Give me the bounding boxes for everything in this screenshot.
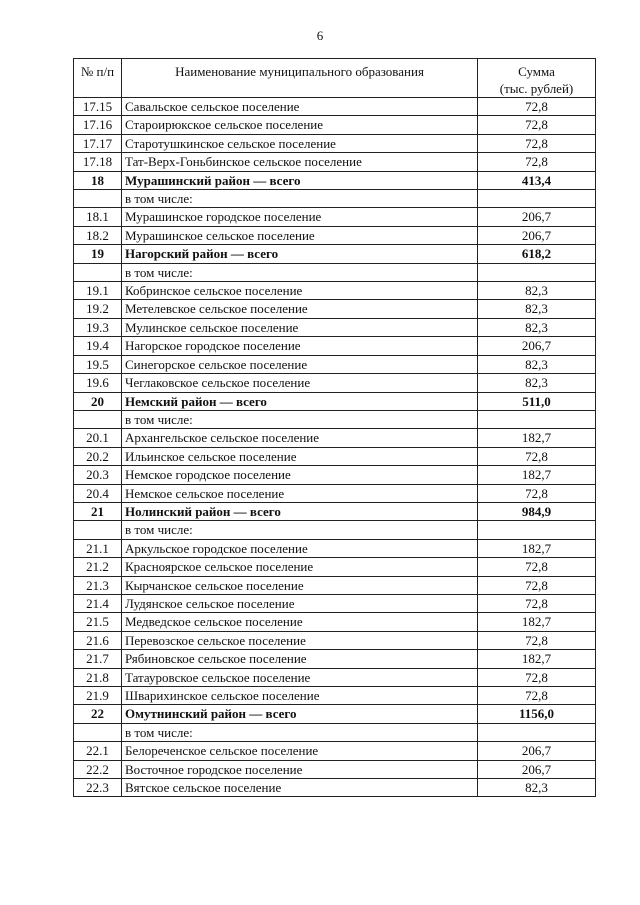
table-row [74,687,596,705]
table-row [74,779,596,797]
row-number: 21.9 [74,687,122,705]
table-row [74,134,596,152]
row-name: Шварихинское сельское поселение [122,687,478,705]
row-number: 19 [74,245,122,263]
row-value: 72,8 [478,484,596,502]
row-name: Красноярское сельское поселение [122,558,478,576]
page-number: 6 [316,28,324,43]
table-row [74,282,596,300]
row-value: 82,3 [478,374,596,392]
row-name: Рябиновское сельское поселение [122,650,478,668]
row-name: Метелевское сельское поселение [122,300,478,318]
row-name: Ильинское сельское поселение [122,447,478,465]
row-number: 21.1 [74,539,122,557]
row-number: 21.4 [74,594,122,612]
header-sum [478,59,596,98]
row-name: Лудянское сельское поселение [122,594,478,612]
row-name: Белореченское сельское поселение [122,742,478,760]
table-row [74,539,596,557]
table-row [74,208,596,226]
subheading-row [74,190,596,208]
row-name: Восточное городское поселение [122,760,478,778]
row-name: Вятское сельское поселение [122,779,478,797]
row-number: 19.6 [74,374,122,392]
row-name: в том числе: [122,263,478,281]
row-number [74,410,122,428]
table-row [74,116,596,134]
row-name: Немский район — всего [122,392,478,410]
table-row [74,447,596,465]
row-name: Мулинское сельское поселение [122,318,478,336]
row-number: 18.2 [74,226,122,244]
row-value [478,521,596,539]
row-name: Нагорское городское поселение [122,337,478,355]
row-value: 206,7 [478,760,596,778]
table-row [74,668,596,686]
row-value: 82,3 [478,282,596,300]
table-row [74,631,596,649]
table-row [74,226,596,244]
row-value [478,263,596,281]
row-value: 72,8 [478,447,596,465]
row-value: 72,8 [478,558,596,576]
row-value: 182,7 [478,613,596,631]
row-number: 17.15 [74,98,122,116]
table-row [74,300,596,318]
row-value: 72,8 [478,594,596,612]
table-row [74,558,596,576]
table-row [74,466,596,484]
row-number: 20 [74,392,122,410]
row-value: 206,7 [478,208,596,226]
row-name: Перевозское сельское поселение [122,631,478,649]
row-name: Староирюкское сельское поселение [122,116,478,134]
row-number: 17.17 [74,134,122,152]
row-name: Нагорский район — всего [122,245,478,263]
row-number: 20.4 [74,484,122,502]
table-row [74,153,596,171]
row-value: 72,8 [478,687,596,705]
row-name: в том числе: [122,521,478,539]
row-value: 72,8 [478,134,596,152]
table-row [74,484,596,502]
row-number: 22.3 [74,779,122,797]
row-name: Мурашинское городское поселение [122,208,478,226]
row-value: 72,8 [478,576,596,594]
district-total-row [74,502,596,520]
row-value: 182,7 [478,429,596,447]
district-total-row [74,705,596,723]
row-value: 206,7 [478,226,596,244]
row-name: Архангельское сельское поселение [122,429,478,447]
row-number: 21 [74,502,122,520]
row-name: Мурашинское сельское поселение [122,226,478,244]
district-total-row [74,171,596,189]
row-name: Аркульское городское поселение [122,539,478,557]
row-value: 511,0 [478,392,596,410]
row-value: 72,8 [478,631,596,649]
table-row [74,98,596,116]
row-name: Кырчанское сельское поселение [122,576,478,594]
table-row [74,429,596,447]
row-number: 21.2 [74,558,122,576]
table-row [74,318,596,336]
row-number [74,263,122,281]
row-value: 72,8 [478,153,596,171]
header-sum-line2: (тыс. рублей) [499,81,574,96]
row-name: в том числе: [122,723,478,741]
table-body [74,98,596,797]
row-number: 17.16 [74,116,122,134]
row-number: 18.1 [74,208,122,226]
row-number: 20.1 [74,429,122,447]
table-row [74,337,596,355]
row-number [74,190,122,208]
table-row [74,650,596,668]
row-number: 19.2 [74,300,122,318]
row-value: 984,9 [478,502,596,520]
row-value: 82,3 [478,355,596,373]
table-row [74,760,596,778]
row-value [478,190,596,208]
table-row [74,613,596,631]
subheading-row [74,723,596,741]
row-number [74,521,122,539]
row-name: Немское городское поселение [122,466,478,484]
table-row [74,576,596,594]
district-total-row [74,245,596,263]
table-row [74,374,596,392]
row-number: 22.2 [74,760,122,778]
row-value: 72,8 [478,116,596,134]
row-value: 206,7 [478,742,596,760]
row-name: Немское сельское поселение [122,484,478,502]
row-value: 82,3 [478,779,596,797]
row-value: 182,7 [478,466,596,484]
subheading-row [74,410,596,428]
row-number: 22.1 [74,742,122,760]
row-number: 19.3 [74,318,122,336]
row-value: 206,7 [478,337,596,355]
row-value [478,723,596,741]
row-name: Синегорское сельское поселение [122,355,478,373]
row-value: 182,7 [478,650,596,668]
row-name: Омутнинский район — всего [122,705,478,723]
table-header-row [74,59,596,98]
row-number: 21.8 [74,668,122,686]
row-value: 82,3 [478,300,596,318]
row-number: 19.4 [74,337,122,355]
table-row [74,742,596,760]
header-name: Наименование муниципального образования [122,59,478,98]
row-number: 18 [74,171,122,189]
row-name: Нолинский район — всего [122,502,478,520]
row-name: Медведское сельское поселение [122,613,478,631]
row-number: 21.5 [74,613,122,631]
row-number: 20.3 [74,466,122,484]
row-value: 82,3 [478,318,596,336]
row-name: Чеглаковское сельское поселение [122,374,478,392]
row-number: 21.6 [74,631,122,649]
row-value: 1156,0 [478,705,596,723]
row-value: 413,4 [478,171,596,189]
row-value: 72,8 [478,668,596,686]
header-number: № п/п [74,59,122,98]
row-number: 21.3 [74,576,122,594]
row-name: Савальское сельское поселение [122,98,478,116]
row-number [74,723,122,741]
row-name: Мурашинский район — всего [122,171,478,189]
allocation-table [73,58,596,797]
row-value: 182,7 [478,539,596,557]
table-row [74,355,596,373]
subheading-row [74,263,596,281]
row-number: 22 [74,705,122,723]
row-name: в том числе: [122,410,478,428]
subheading-row [74,521,596,539]
header-sum-line1: Сумма [518,64,555,79]
row-name: Тат-Верх-Гоньбинское сельское поселение [122,153,478,171]
row-number: 19.5 [74,355,122,373]
table-row [74,594,596,612]
row-value: 618,2 [478,245,596,263]
row-value: 72,8 [478,98,596,116]
row-value [478,410,596,428]
district-total-row [74,392,596,410]
row-name: Татауровское сельское поселение [122,668,478,686]
row-name: в том числе: [122,190,478,208]
row-number: 17.18 [74,153,122,171]
row-number: 21.7 [74,650,122,668]
row-number: 20.2 [74,447,122,465]
row-name: Кобринское сельское поселение [122,282,478,300]
row-number: 19.1 [74,282,122,300]
row-name: Старотушкинское сельское поселение [122,134,478,152]
